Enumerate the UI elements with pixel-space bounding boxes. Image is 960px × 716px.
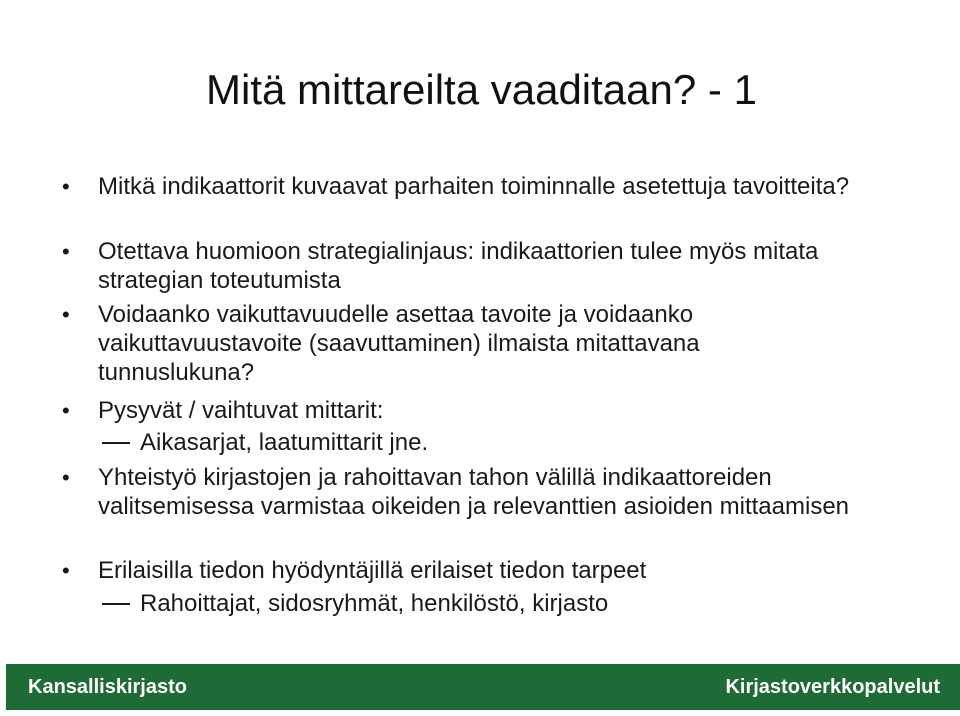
sub-bullet-item: [140, 589, 920, 618]
bullet-item: [62, 172, 918, 201]
bullet-dot: •: [62, 398, 70, 423]
bullet-text: Yhteistyö kirjastojen ja rahoittavan tahon välillä indikaattoreiden valitsemisessa varmistaa oikeiden ja relevanttien asioiden mittaamisen: [98, 464, 850, 520]
bullet-item: [62, 237, 918, 295]
bullet-item: [62, 396, 918, 425]
kirjastoverkkopalvelut-logo: Kirjastoverkkopalvelut: [725, 676, 940, 698]
bullet-dot: •: [62, 239, 70, 264]
sub-bullet-item: [140, 428, 920, 457]
bullet-text: Pysyvät / vaihtuvat mittarit:: [98, 397, 384, 424]
bullet-text: Mitkä indikaattorit kuvaavat parhaiten toiminnalle asetettuja tavoitteita?: [98, 173, 850, 200]
sub-bullet-dash: [102, 603, 130, 605]
bullet-dot: •: [62, 558, 70, 583]
bullet-dot: •: [62, 302, 70, 327]
kansalliskirjasto-logo: Kansalliskirjasto: [28, 676, 187, 698]
bullet-item: [62, 300, 798, 387]
bullet-text: Voidaanko vaikuttavuudelle asettaa tavoite ja voidaanko vaikuttavuustavoite (saavuttaminen) ilmaista mitattavana tunnuslukuna?: [98, 301, 700, 386]
bullet-text: Erilaisilla tiedon hyödyntäjillä erilaiset tiedon tarpeet: [98, 557, 647, 584]
bullet-item: [62, 556, 918, 585]
sub-bullet-text: Rahoittajat, sidosryhmät, henkilöstö, kirjasto: [140, 590, 609, 617]
bullet-dot: •: [62, 174, 70, 199]
footer-bar: [6, 664, 960, 710]
sub-bullet-dash: [102, 442, 130, 444]
bullet-dot: •: [62, 465, 70, 490]
sub-bullet-text: Aikasarjat, laatumittarit jne.: [140, 429, 429, 456]
bullet-item: [62, 463, 858, 521]
slide-title: Mitä mittareilta vaaditaan? - 1: [206, 66, 757, 113]
bullet-text: Otettava huomioon strategialinjaus: indikaattorien tulee myös mitata strategian toteutumista: [98, 238, 819, 294]
